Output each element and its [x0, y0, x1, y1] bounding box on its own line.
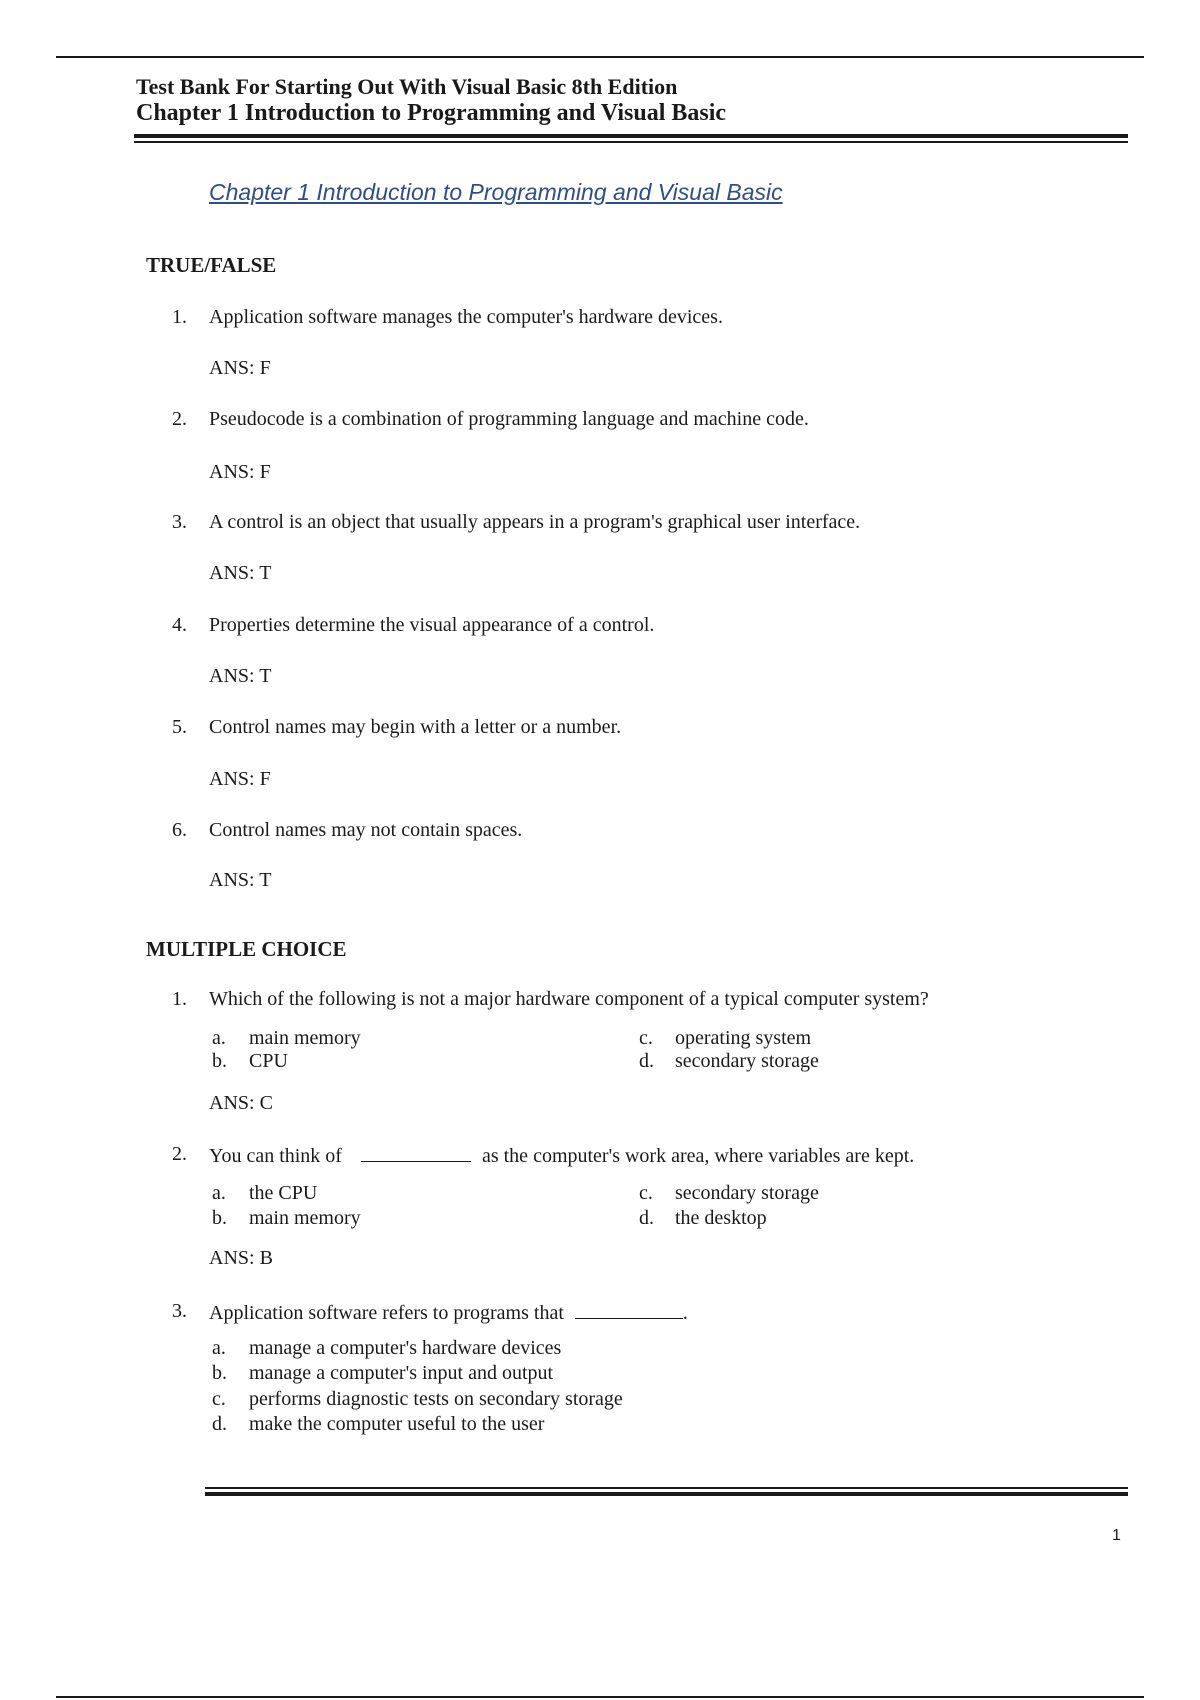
question-number: 5.	[172, 716, 187, 738]
answer: ANS: T	[209, 869, 272, 891]
option-text: main memory	[249, 1207, 361, 1229]
answer-blank	[575, 1300, 683, 1319]
option-text: the desktop	[675, 1207, 767, 1229]
option-letter: d.	[639, 1050, 654, 1072]
option-letter: a.	[212, 1337, 226, 1359]
header-rule-thick	[134, 134, 1128, 138]
multiple-choice-heading: MULTIPLE CHOICE	[146, 937, 347, 961]
option-letter: c.	[639, 1182, 653, 1204]
option-letter: c.	[639, 1027, 653, 1049]
answer-blank	[361, 1143, 471, 1162]
question-text-end: .	[682, 1302, 688, 1324]
option-letter: b.	[212, 1050, 227, 1072]
header-line-1: Test Bank For Starting Out With Visual Basic 8th Edition	[136, 74, 678, 99]
footer-rule-thin	[205, 1487, 1128, 1489]
question-text-end: as the computer's work area, where variables are kept.	[481, 1145, 915, 1167]
option-text: the CPU	[249, 1182, 318, 1204]
option-text: CPU	[249, 1050, 288, 1072]
answer: ANS: F	[209, 357, 271, 379]
question-text: Application software manages the computer's hardware devices.	[209, 306, 723, 328]
question-text: A control is an object that usually appears in a program's graphical user interface.	[209, 511, 861, 533]
option-text: operating system	[675, 1027, 812, 1049]
question-text: Which of the following is not a major hardware component of a typical computer system?	[209, 988, 929, 1010]
question-text: Control names may not contain spaces.	[209, 819, 523, 841]
question-text: Pseudocode is a combination of programming language and machine code.	[209, 408, 809, 430]
answer: ANS: T	[209, 665, 272, 687]
option-letter: d.	[639, 1207, 654, 1229]
header-rule-thin	[134, 141, 1128, 143]
answer: ANS: F	[209, 768, 271, 790]
option-letter: b.	[212, 1207, 227, 1229]
option-letter: d.	[212, 1413, 227, 1435]
answer: ANS: T	[209, 562, 272, 584]
question-text-start: You can think of	[209, 1145, 342, 1167]
page-number: 1	[1112, 1527, 1121, 1544]
option-text: main memory	[249, 1027, 361, 1049]
option-letter: b.	[212, 1362, 227, 1384]
question-number: 3.	[172, 511, 187, 533]
question-text	[209, 1300, 688, 1325]
option-letter: a.	[212, 1182, 226, 1204]
answer: ANS: C	[209, 1092, 273, 1114]
question-number: 1.	[172, 306, 187, 328]
question-text: Control names may begin with a letter or a number.	[209, 716, 622, 738]
true-false-heading: TRUE/FALSE	[146, 253, 277, 277]
option-text: make the computer useful to the user	[249, 1413, 545, 1435]
question-number: 6.	[172, 819, 187, 841]
option-letter: a.	[212, 1027, 226, 1049]
option-text: performs diagnostic tests on secondary storage	[249, 1388, 623, 1410]
answer: ANS: B	[209, 1247, 273, 1269]
option-letter: c.	[212, 1388, 226, 1410]
answer: ANS: F	[209, 461, 271, 483]
question-number: 2.	[172, 1143, 187, 1165]
question-number: 1.	[172, 988, 187, 1010]
question-number: 3.	[172, 1300, 187, 1322]
header-line-2: Chapter 1 Introduction to Programming and Visual Basic	[136, 100, 727, 126]
question-number: 4.	[172, 614, 187, 636]
question-text: Properties determine the visual appearance of a control.	[209, 614, 655, 636]
question-text	[209, 1143, 914, 1168]
option-text: secondary storage	[675, 1050, 819, 1072]
footer-rule-thick	[205, 1492, 1128, 1496]
option-text: secondary storage	[675, 1182, 819, 1204]
question-text-start: Application software refers to programs that	[209, 1302, 564, 1324]
chapter-heading-link[interactable]: Chapter 1 Introduction to Programming and Visual Basic	[209, 179, 783, 205]
option-text: manage a computer's input and output	[249, 1362, 554, 1384]
bottom-rule	[56, 1696, 1144, 1698]
option-text: manage a computer's hardware devices	[249, 1337, 562, 1359]
question-number: 2.	[172, 408, 187, 430]
top-rule	[56, 56, 1144, 58]
